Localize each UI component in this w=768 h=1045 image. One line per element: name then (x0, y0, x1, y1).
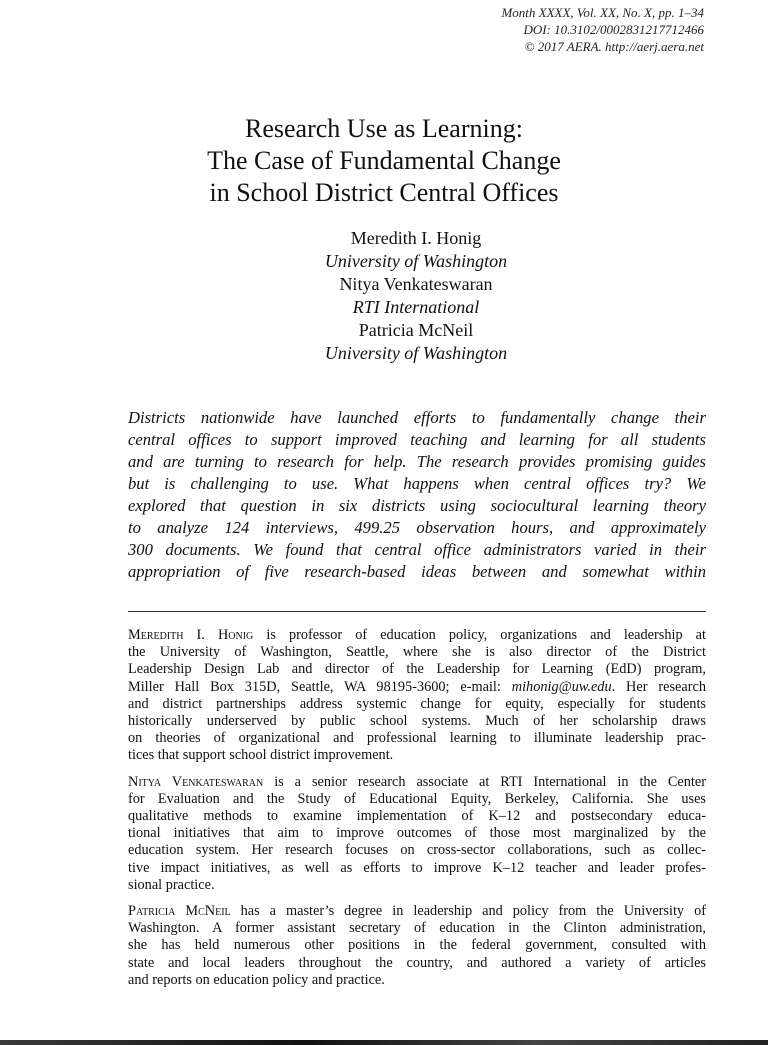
bio-honig (128, 627, 706, 765)
journal-issue: Month XXXX, Vol. XX, No. X, pp. 1–34 (501, 5, 704, 20)
footnote-divider (128, 611, 706, 612)
bio-mcneil (128, 903, 706, 989)
bio-text: state and local leaders throughout the country, and authored a variety of articles (128, 954, 706, 971)
email-address: mihonig@uw.edu (511, 678, 612, 695)
bio-text: Miller Hall Box 315D, Seattle, WA 98195-3600; e-mail: (128, 678, 512, 695)
bio-text: the University of Washington, Seattle, where she is also director of the District (128, 644, 706, 661)
author-name: Meredith I. Honig (350, 228, 482, 248)
bio-text: Washington. A former assistant secretary of education in the Clinton administration, (128, 920, 706, 937)
abstract (128, 407, 706, 583)
bio-text: sional practice. (128, 876, 215, 893)
abstract-line: central offices to support improved teaching and learning for all students (128, 430, 706, 449)
abstract-line: Districts nationwide have launched efforts to fundamentally change their (128, 408, 706, 427)
abstract-line: appropriation of five research-based ideas between and somewhat within (128, 562, 706, 581)
abstract-line: and are turning to research for help. The research provides promising guides (128, 452, 706, 471)
bio-text: and district partnerships address systemic change for equity, especially for students (128, 695, 706, 712)
bio-text: . Her research (611, 678, 706, 695)
journal-info (501, 4, 704, 55)
author-affiliation: University of Washington (324, 251, 508, 271)
author-affiliation: RTI International (352, 297, 480, 317)
journal-copyright: © 2017 AERA. http://aerj.aera.net (524, 39, 704, 54)
bio-text: on theories of organizational and professional learning to illuminate leadership prac- (128, 730, 706, 747)
bio-text: tional initiatives that aim to improve outcomes of those most marginalized by the (128, 825, 706, 842)
bio-author-name: Patricia McNeil (128, 903, 231, 920)
bio-text: qualitative methods to examine implementation of K–12 and postsecondary educa- (128, 808, 706, 825)
bio-text: tices that support school district improvement. (128, 747, 394, 764)
bio-text: for Evaluation and the Study of Educational Equity, Berkeley, California. She uses (128, 790, 706, 807)
author-affiliation: University of Washington (324, 343, 508, 363)
abstract-line: 300 documents. We found that central office administrators varied in their (128, 540, 706, 559)
bio-text: she has held numerous other positions in the federal government, consulted with (128, 937, 706, 954)
abstract-line: to analyze 124 interviews, 499.25 observation hours, and approximately (128, 518, 706, 537)
bio-text: is professor of education policy, organizations and leadership at (253, 627, 706, 643)
author-list (0, 227, 768, 365)
bio-text: tive impact initiatives, as well as efforts to improve K–12 teacher and leader profes- (128, 859, 706, 876)
title-line-3: in School District Central Offices (209, 178, 559, 207)
bio-author-name: Nitya Venkateswaran (128, 773, 264, 790)
title-line-1: Research Use as Learning: (245, 114, 523, 143)
bio-author-name: Meredith I. Honig (128, 627, 254, 643)
article-title (0, 113, 768, 209)
author-name: Patricia McNeil (358, 320, 474, 340)
title-line-2: The Case of Fundamental Change (207, 146, 561, 175)
bio-text: is a senior research associate at RTI International in the Center (263, 773, 706, 790)
author-bios (128, 627, 706, 998)
bio-text: education system. Her research focuses on cross-sector collaborations, such as collec- (128, 842, 706, 859)
bio-text: Leadership Design Lab and director of the Leadership for Learning (EdD) program, (128, 661, 706, 678)
scan-edge (0, 1040, 768, 1045)
bio-venkateswaran (128, 774, 706, 894)
abstract-line: explored that question in six districts using sociocultural learning theory (128, 496, 706, 515)
journal-doi: DOI: 10.3102/0002831217712466 (523, 22, 704, 37)
bio-text: historically underserved by public school systems. Much of her scholarship draws (128, 713, 706, 730)
bio-text: has a master’s degree in leadership and policy from the University of (230, 903, 706, 920)
abstract-line: but is challenging to use. What happens when central offices try? We (128, 474, 706, 493)
author-name: Nitya Venkateswaran (339, 274, 493, 294)
bio-text: and reports on education policy and practice. (128, 971, 385, 988)
